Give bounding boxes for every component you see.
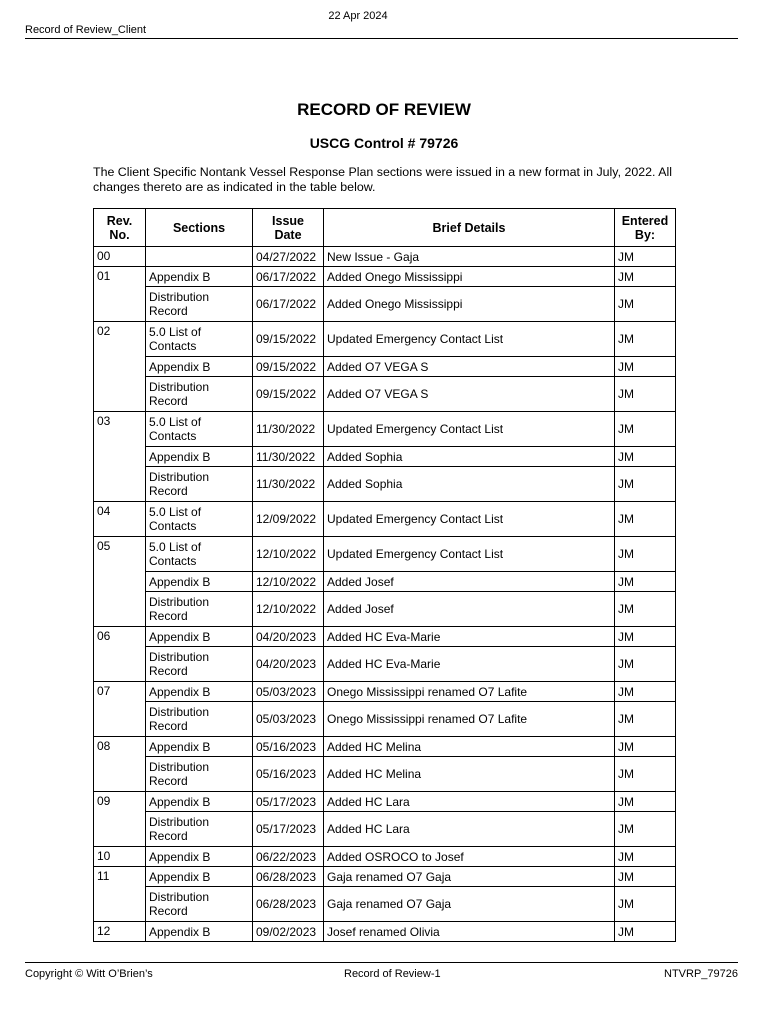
issue-date-cell: 05/16/2023 (253, 737, 324, 757)
rev-no-cell: 09 (94, 792, 146, 847)
section-cell: 5.0 List of Contacts (146, 537, 253, 572)
table-row (94, 627, 676, 647)
page-subtitle: USCG Control # 79726 (309, 135, 459, 151)
entered-by-cell: JM (615, 467, 676, 502)
entered-by-cell: JM (615, 702, 676, 737)
brief-details-cell: Onego Mississippi renamed O7 Lafite (324, 682, 615, 702)
issue-date-cell: 12/10/2022 (253, 592, 324, 627)
rev-no-cell: 04 (94, 502, 146, 537)
brief-details-cell: Added OSROCO to Josef (324, 847, 615, 867)
brief-details-cell: Josef renamed Olivia (324, 922, 615, 942)
footer-page-label: Record of Review-1 (344, 968, 441, 980)
issue-date-cell: 05/03/2023 (253, 682, 324, 702)
issue-date-cell: 11/30/2022 (253, 447, 324, 467)
section-cell: Distribution Record (146, 757, 253, 792)
table-row (94, 682, 676, 702)
header-date: 22 Apr 2024 (328, 10, 388, 22)
rev-no-cell: 02 (94, 322, 146, 412)
table-row (94, 322, 676, 357)
table-row (94, 737, 676, 757)
table-row (94, 757, 676, 792)
issue-date-cell: 06/28/2023 (253, 887, 324, 922)
table-row (94, 377, 676, 412)
table-row (94, 502, 676, 537)
table-row (94, 357, 676, 377)
footer-divider (25, 962, 738, 963)
table-row (94, 887, 676, 922)
section-cell: Appendix B (146, 267, 253, 287)
issue-date-cell: 09/02/2023 (253, 922, 324, 942)
issue-date-cell: 06/17/2022 (253, 267, 324, 287)
header-divider (25, 38, 738, 39)
brief-details-cell: Added HC Melina (324, 737, 615, 757)
table-row (94, 287, 676, 322)
rev-no-cell: 11 (94, 867, 146, 922)
brief-details-cell: Added HC Eva-Marie (324, 647, 615, 682)
footer-copyright: Copyright © Witt O’Brien’s (25, 968, 153, 980)
entered-by-cell: JM (615, 867, 676, 887)
section-cell: Appendix B (146, 447, 253, 467)
intro-paragraph: The Client Specific Nontank Vessel Response Plan sections were issued in a new format in July, 2022. All changes thereto are as indicated in the table below. (93, 165, 672, 194)
section-cell (146, 247, 253, 267)
rev-no-cell: 00 (94, 247, 146, 267)
issue-date-cell: 12/10/2022 (253, 537, 324, 572)
section-cell: Appendix B (146, 922, 253, 942)
section-cell: Appendix B (146, 792, 253, 812)
brief-details-cell: Added Josef (324, 572, 615, 592)
section-cell: Appendix B (146, 737, 253, 757)
table-row (94, 847, 676, 867)
entered-by-cell: JM (615, 792, 676, 812)
issue-date-cell: 05/17/2023 (253, 812, 324, 847)
entered-by-cell: JM (615, 627, 676, 647)
brief-details-cell: Gaja renamed O7 Gaja (324, 867, 615, 887)
rev-no-cell: 08 (94, 737, 146, 792)
brief-details-cell: Added Onego Mississippi (324, 267, 615, 287)
entered-by-cell: JM (615, 502, 676, 537)
entered-by-cell: JM (615, 592, 676, 627)
entered-by-cell: JM (615, 887, 676, 922)
revision-table (93, 208, 676, 942)
brief-details-cell: Onego Mississippi renamed O7 Lafite (324, 702, 615, 737)
entered-by-cell: JM (615, 247, 676, 267)
col-header-entered-by: Entered By: (615, 209, 676, 247)
section-cell: Appendix B (146, 867, 253, 887)
revision-table-body (94, 247, 676, 942)
section-cell: Appendix B (146, 627, 253, 647)
entered-by-cell: JM (615, 357, 676, 377)
table-row (94, 537, 676, 572)
entered-by-cell: JM (615, 757, 676, 792)
brief-details-cell: Added Josef (324, 592, 615, 627)
entered-by-cell: JM (615, 287, 676, 322)
section-cell: Appendix B (146, 847, 253, 867)
brief-details-cell: New Issue - Gaja (324, 247, 615, 267)
brief-details-cell: Updated Emergency Contact List (324, 537, 615, 572)
entered-by-cell: JM (615, 647, 676, 682)
page-title: RECORD OF REVIEW (297, 100, 471, 119)
rev-no-cell: 07 (94, 682, 146, 737)
brief-details-cell: Added HC Melina (324, 757, 615, 792)
section-cell: 5.0 List of Contacts (146, 322, 253, 357)
issue-date-cell: 11/30/2022 (253, 412, 324, 447)
brief-details-cell: Added HC Lara (324, 812, 615, 847)
brief-details-cell: Added HC Lara (324, 792, 615, 812)
brief-details-cell: Added O7 VEGA S (324, 377, 615, 412)
section-cell: 5.0 List of Contacts (146, 412, 253, 447)
issue-date-cell: 06/28/2023 (253, 867, 324, 887)
rev-no-cell: 10 (94, 847, 146, 867)
section-cell: Distribution Record (146, 377, 253, 412)
brief-details-cell: Updated Emergency Contact List (324, 412, 615, 447)
rev-no-cell: 12 (94, 922, 146, 942)
issue-date-cell: 12/09/2022 (253, 502, 324, 537)
issue-date-cell: 05/03/2023 (253, 702, 324, 737)
brief-details-cell: Updated Emergency Contact List (324, 322, 615, 357)
table-row (94, 592, 676, 627)
table-row (94, 792, 676, 812)
issue-date-cell: 04/20/2023 (253, 647, 324, 682)
table-row (94, 702, 676, 737)
section-cell: Distribution Record (146, 702, 253, 737)
section-cell: Distribution Record (146, 592, 253, 627)
header-doc-label: Record of Review_Client (25, 24, 147, 36)
table-row (94, 647, 676, 682)
issue-date-cell: 04/27/2022 (253, 247, 324, 267)
section-cell: Appendix B (146, 572, 253, 592)
entered-by-cell: JM (615, 377, 676, 412)
brief-details-cell: Gaja renamed O7 Gaja (324, 887, 615, 922)
col-header-rev-no: Rev. No. (94, 209, 146, 247)
entered-by-cell: JM (615, 812, 676, 847)
table-row (94, 467, 676, 502)
table-row (94, 267, 676, 287)
col-header-issue-date: Issue Date (253, 209, 324, 247)
entered-by-cell: JM (615, 737, 676, 757)
table-row (94, 412, 676, 447)
entered-by-cell: JM (615, 682, 676, 702)
entered-by-cell: JM (615, 537, 676, 572)
section-cell: Distribution Record (146, 887, 253, 922)
entered-by-cell: JM (615, 447, 676, 467)
issue-date-cell: 09/15/2022 (253, 357, 324, 377)
table-row (94, 867, 676, 887)
table-row (94, 447, 676, 467)
issue-date-cell: 09/15/2022 (253, 322, 324, 357)
section-cell: 5.0 List of Contacts (146, 502, 253, 537)
brief-details-cell: Added Onego Mississippi (324, 287, 615, 322)
col-header-sections: Sections (146, 209, 253, 247)
section-cell: Appendix B (146, 682, 253, 702)
issue-date-cell: 04/20/2023 (253, 627, 324, 647)
issue-date-cell: 06/22/2023 (253, 847, 324, 867)
rev-no-cell: 03 (94, 412, 146, 502)
section-cell: Distribution Record (146, 287, 253, 322)
rev-no-cell: 06 (94, 627, 146, 682)
footer-doc-id: NTVRP_79726 (664, 968, 738, 980)
table-row (94, 922, 676, 942)
rev-no-cell: 05 (94, 537, 146, 627)
brief-details-cell: Updated Emergency Contact List (324, 502, 615, 537)
section-cell: Distribution Record (146, 812, 253, 847)
brief-details-cell: Added O7 VEGA S (324, 357, 615, 377)
col-header-brief-details: Brief Details (324, 209, 615, 247)
issue-date-cell: 12/10/2022 (253, 572, 324, 592)
brief-details-cell: Added Sophia (324, 467, 615, 502)
issue-date-cell: 11/30/2022 (253, 467, 324, 502)
entered-by-cell: JM (615, 922, 676, 942)
section-cell: Distribution Record (146, 647, 253, 682)
entered-by-cell: JM (615, 412, 676, 447)
rev-no-cell: 01 (94, 267, 146, 322)
table-row (94, 247, 676, 267)
table-header-row (94, 209, 676, 247)
entered-by-cell: JM (615, 322, 676, 357)
issue-date-cell: 06/17/2022 (253, 287, 324, 322)
table-row (94, 812, 676, 847)
issue-date-cell: 05/16/2023 (253, 757, 324, 792)
entered-by-cell: JM (615, 572, 676, 592)
brief-details-cell: Added HC Eva-Marie (324, 627, 615, 647)
entered-by-cell: JM (615, 267, 676, 287)
table-row (94, 572, 676, 592)
issue-date-cell: 05/17/2023 (253, 792, 324, 812)
section-cell: Distribution Record (146, 467, 253, 502)
section-cell: Appendix B (146, 357, 253, 377)
brief-details-cell: Added Sophia (324, 447, 615, 467)
issue-date-cell: 09/15/2022 (253, 377, 324, 412)
entered-by-cell: JM (615, 847, 676, 867)
